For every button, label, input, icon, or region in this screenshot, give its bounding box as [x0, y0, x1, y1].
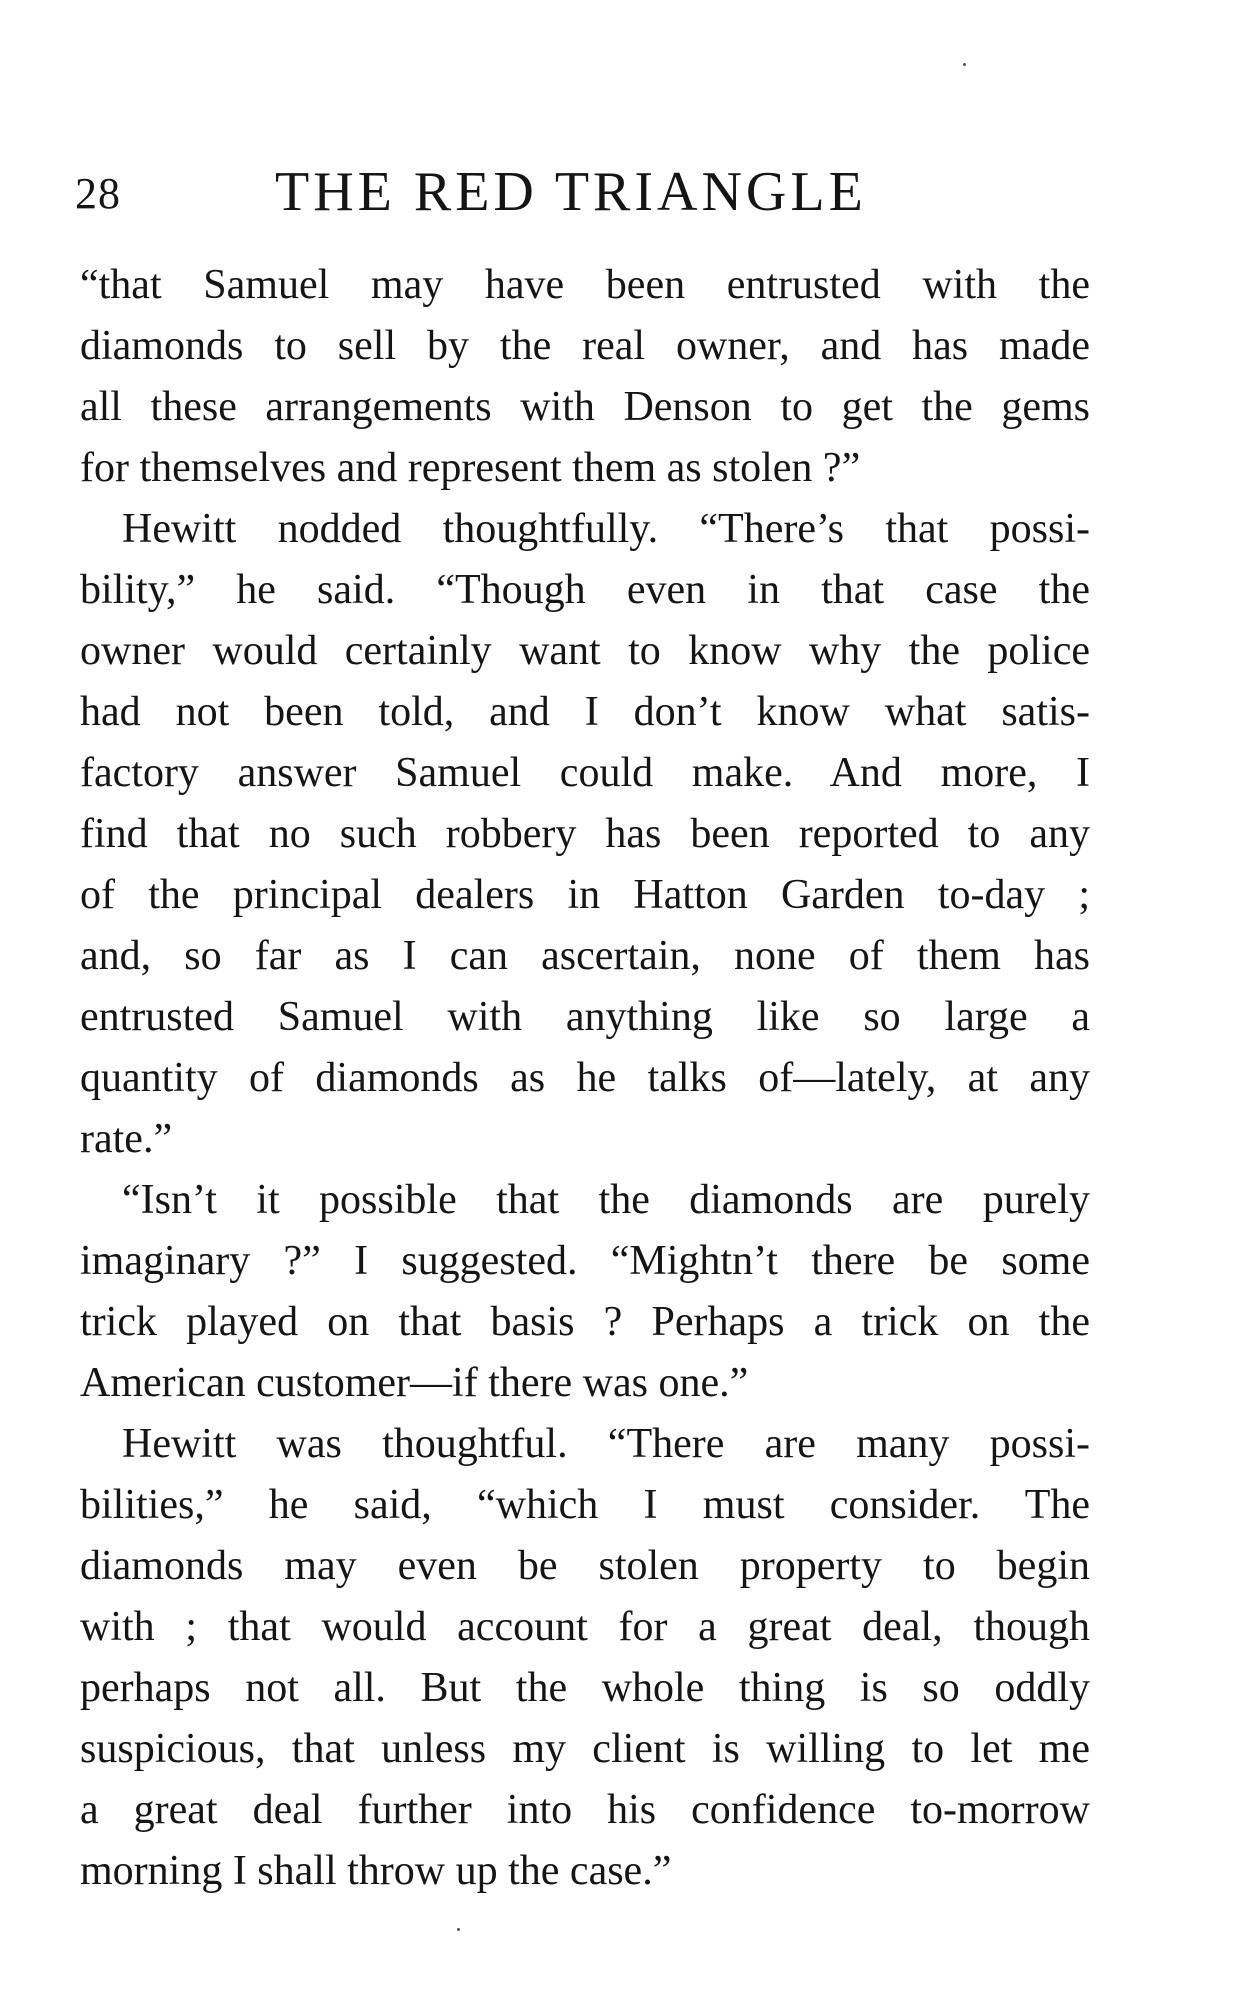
page-header	[75, 160, 1095, 230]
text-line: morning I shall throw up the case.”	[80, 1848, 672, 1894]
text-line: all these arrangements with Denson to get the gems	[80, 384, 1090, 430]
text-line: bilities,” he said, “which I must consider. The	[80, 1482, 1090, 1528]
print-speck	[963, 63, 966, 66]
text-line: Hewitt nodded thoughtfully. “There’s that possi-	[122, 506, 1090, 552]
text-line: “that Samuel may have been entrusted with the	[80, 262, 1090, 308]
text-line: with ; that would account for a great deal, though	[80, 1604, 1090, 1650]
print-speck	[457, 1928, 460, 1931]
text-line: for themselves and represent them as stolen ?”	[80, 445, 861, 491]
text-line: owner would certainly want to know why the police	[80, 628, 1090, 674]
running-title: THE RED TRIANGLE	[275, 161, 867, 223]
text-line: of the principal dealers in Hatton Garden to-day ;	[80, 872, 1090, 918]
text-line: perhaps not all. But the whole thing is so oddly	[80, 1665, 1090, 1711]
text-line: factory answer Samuel could make. And more, I	[80, 750, 1090, 796]
text-line: American customer—if there was one.”	[80, 1360, 749, 1406]
text-line: trick played on that basis ? Perhaps a trick on the	[80, 1299, 1090, 1345]
text-line: Hewitt was thoughtful. “There are many possi-	[122, 1421, 1090, 1467]
text-line: a great deal further into his confidence to-morrow	[80, 1787, 1090, 1833]
text-line: bility,” he said. “Though even in that case the	[80, 567, 1090, 613]
text-line: entrusted Samuel with anything like so large a	[80, 994, 1090, 1040]
text-line: rate.”	[80, 1116, 173, 1162]
text-line: quantity of diamonds as he talks of—lately, at any	[80, 1055, 1090, 1101]
page-number: 28	[75, 169, 121, 218]
text-line: diamonds may even be stolen property to begin	[80, 1543, 1090, 1589]
text-line: find that no such robbery has been reported to any	[80, 811, 1090, 857]
text-line: “Isn’t it possible that the diamonds are purely	[122, 1177, 1090, 1223]
text-line: had not been told, and I don’t know what satis-	[80, 689, 1090, 735]
text-line: imaginary ?” I suggested. “Mightn’t there be some	[80, 1238, 1090, 1284]
body-text	[80, 255, 1090, 1902]
text-line: diamonds to sell by the real owner, and has made	[80, 323, 1090, 369]
text-line: and, so far as I can ascertain, none of them has	[80, 933, 1090, 979]
text-line: suspicious, that unless my client is willing to let me	[80, 1726, 1090, 1772]
